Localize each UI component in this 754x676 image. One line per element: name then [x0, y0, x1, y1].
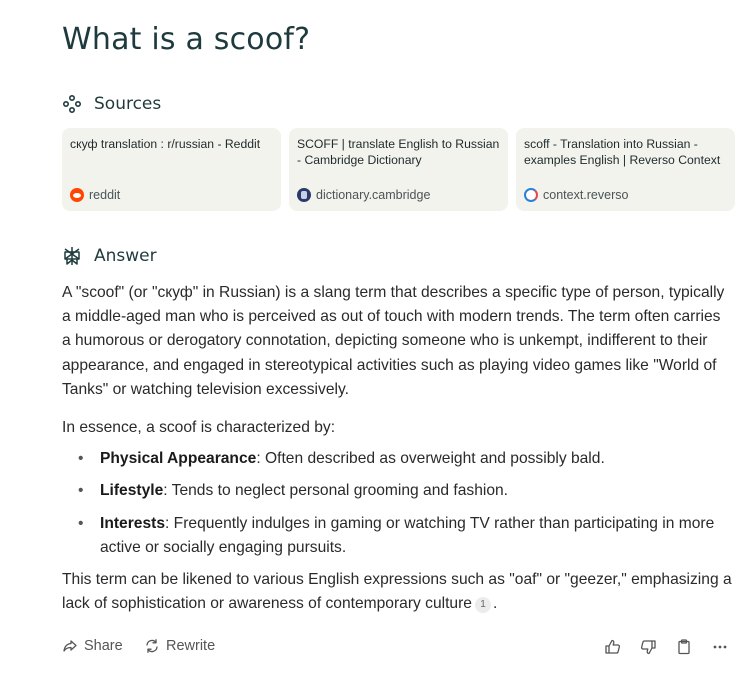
list-item: [100, 447, 732, 471]
answer-actions: [62, 638, 738, 658]
share-button[interactable]: [62, 638, 123, 654]
source-site-label: context.reverso: [543, 188, 629, 202]
answer-bullets: [62, 447, 732, 560]
bullet-term: Lifestyle: [100, 482, 164, 500]
sources-heading: Sources: [94, 94, 162, 114]
source-title: scoff - Translation into Russian - examples English | Reverso Context: [524, 137, 721, 167]
answer-logo-icon: [62, 246, 82, 266]
list-item: [100, 479, 732, 503]
reddit-icon: [70, 188, 84, 202]
source-card-cambridge[interactable]: [289, 128, 508, 211]
bullet-term: Interests: [100, 514, 166, 532]
share-icon: [62, 638, 78, 654]
citation-badge[interactable]: 1: [475, 597, 491, 613]
rewrite-button[interactable]: [144, 638, 215, 654]
source-title: SCOFF | translate English to Russian - Cambridge Dictionary: [297, 137, 500, 167]
cambridge-icon: [297, 188, 311, 202]
source-title: скуф translation : r/russian - Reddit: [70, 137, 261, 151]
sources-header: [62, 94, 161, 114]
source-site: [297, 188, 430, 202]
bullet-text: : Frequently indulges in gaming or watching TV rather than participating in more active or socially engaging pursuits.: [100, 514, 715, 556]
source-card-reverso[interactable]: [516, 128, 735, 211]
thumbs-down-icon[interactable]: [639, 638, 657, 656]
page-title: What is a scoof?: [62, 22, 311, 57]
answer-closing: [62, 568, 732, 616]
sources-icon: [62, 94, 82, 114]
source-site-label: dictionary.cambridge: [316, 188, 431, 202]
list-item: [100, 512, 732, 560]
answer-heading: Answer: [94, 246, 157, 266]
more-icon[interactable]: [711, 638, 729, 656]
reverso-icon: [524, 188, 538, 202]
rewrite-icon: [144, 638, 160, 654]
answer-header: [62, 246, 157, 266]
answer-essence: In essence, a scoof is characterized by:: [62, 419, 336, 437]
closing-end: .: [492, 595, 498, 613]
bullet-text: : Often described as overweight and possibly bald.: [256, 450, 605, 468]
share-label: Share: [84, 638, 123, 654]
rewrite-label: Rewrite: [166, 638, 216, 654]
bullet-text: : Tends to neglect personal grooming and fashion.: [163, 482, 509, 500]
source-site-label: reddit: [89, 188, 121, 202]
source-card-reddit[interactable]: [62, 128, 281, 211]
bullet-term: Physical Appearance: [100, 450, 257, 468]
clipboard-icon[interactable]: [675, 638, 693, 656]
source-site: [524, 188, 628, 202]
source-site: [70, 188, 120, 202]
closing-text: This term can be likened to various English expressions such as "oaf" or "geezer," emphasizing a lack of sophistication or awareness of contemporary culture: [62, 571, 732, 613]
thumbs-up-icon[interactable]: [604, 638, 622, 656]
sources-list: [62, 128, 735, 211]
answer-body: [62, 281, 732, 616]
answer-intro: A "scoof" (or "скуф" in Russian) is a slang term that describes a specific type of person, typically a middle-aged man who is perceived as out of touch with modern trends. The term often carries a humorous or derogatory connotation, depicting someone who is unkempt, indifferent to their appearance, and engaged in stereotypical activities such as playing video games like "World of Tanks" or watching television excessively.: [62, 284, 725, 398]
